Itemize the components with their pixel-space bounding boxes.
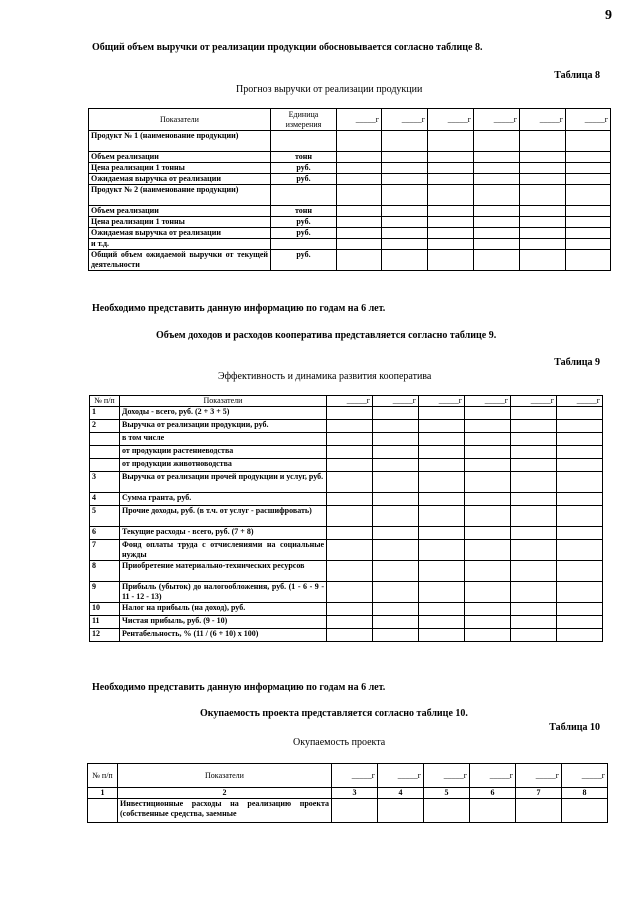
table8-head-year: _____г <box>520 109 566 131</box>
table10-cell <box>562 799 608 823</box>
table8-cell <box>474 228 520 239</box>
table9-cell <box>465 582 511 603</box>
table9-cell <box>373 433 419 446</box>
table10-cell <box>470 799 516 823</box>
table8-cell <box>382 217 428 228</box>
table9-cell <box>373 561 419 582</box>
table8-cell <box>474 152 520 163</box>
table8-row <box>89 131 611 152</box>
table8-row-unit <box>271 131 337 152</box>
table10 <box>87 763 608 823</box>
table8-cell <box>520 217 566 228</box>
table8-row <box>89 174 611 185</box>
table9-cell <box>373 616 419 629</box>
table9-cell <box>465 616 511 629</box>
table8-head-unit: Единица измерения <box>271 109 337 131</box>
table9-cell <box>373 540 419 561</box>
table8-cell <box>337 163 382 174</box>
table9-row-name: Выручка от реализации продукции, руб. <box>120 420 327 433</box>
table9-row-name: Рентабельность, % (11 / (6 + 10) x 100) <box>120 629 327 642</box>
table9-row-name: Сумма гранта, руб. <box>120 493 327 506</box>
table8-row-name: и т.д. <box>89 239 271 250</box>
table8-cell <box>474 163 520 174</box>
table9-cell <box>373 603 419 616</box>
paragraph-table8-intro: Общий объем выручки от реализации продукции обосновывается согласно таблице 8. <box>92 42 483 53</box>
table8-cell <box>520 131 566 152</box>
table9-cell <box>419 420 465 433</box>
table9-cell <box>557 527 603 540</box>
table9-row-num: 2 <box>90 420 120 433</box>
table9-cell <box>511 527 557 540</box>
table9-cell <box>419 506 465 527</box>
table8-row-name: Объем реализации <box>89 206 271 217</box>
table9-row-num: 6 <box>90 527 120 540</box>
table9-cell <box>465 433 511 446</box>
paragraph-6years-1: Необходимо представить данную информацию по годам на 6 лет. <box>92 303 386 314</box>
table8-cell <box>474 239 520 250</box>
table8-row-unit: руб. <box>271 228 337 239</box>
table9-row <box>90 540 603 561</box>
table9-row <box>90 603 603 616</box>
table9-cell <box>419 446 465 459</box>
table10-row <box>88 799 608 823</box>
table9-cell <box>327 527 373 540</box>
table9-head-year: _____г <box>419 396 465 407</box>
table9-row-num: 9 <box>90 582 120 603</box>
table9-row <box>90 446 603 459</box>
table10-row-name: Инвестиционные расходы на реализацию проекта (собственные средства, заемные <box>118 799 332 823</box>
table8-cell <box>474 131 520 152</box>
table9-row <box>90 561 603 582</box>
table9-cell <box>557 582 603 603</box>
table8-cell <box>428 152 474 163</box>
table9-cell <box>419 433 465 446</box>
table9-row <box>90 616 603 629</box>
table10-head-year: _____г <box>562 764 608 788</box>
table9-cell <box>327 446 373 459</box>
table9-row <box>90 527 603 540</box>
table9-cell <box>511 629 557 642</box>
table8-cell <box>566 250 611 271</box>
table8-cell <box>474 250 520 271</box>
table9-cell <box>511 459 557 472</box>
table9-cell <box>511 472 557 493</box>
table9-cell <box>373 629 419 642</box>
table9-title: Эффективность и динамика развития кооператива <box>218 371 432 382</box>
table8-cell <box>520 152 566 163</box>
table9-cell <box>557 459 603 472</box>
table10-colnum: 2 <box>118 788 332 799</box>
table9-cell <box>557 493 603 506</box>
table9-cell <box>373 493 419 506</box>
table8-cell <box>520 163 566 174</box>
table9-cell <box>511 603 557 616</box>
table8-cell <box>428 131 474 152</box>
table9-cell <box>327 506 373 527</box>
table9-cell <box>419 561 465 582</box>
table8-cell <box>566 217 611 228</box>
table9-head-indicator: Показатели <box>120 396 327 407</box>
table8-row <box>89 250 611 271</box>
table8-row <box>89 206 611 217</box>
table9-row-name: Прибыль (убыток) до налогообложения, руб. (1 - 6 - 9 - 11 - 12 - 13) <box>120 582 327 603</box>
table8-cell <box>337 228 382 239</box>
table8-row-name: Цена реализации 1 тонны <box>89 163 271 174</box>
table9-row-num: 3 <box>90 472 120 493</box>
table8-row <box>89 217 611 228</box>
table8-row-unit: руб. <box>271 250 337 271</box>
table9-cell <box>419 540 465 561</box>
table10-head-year: _____г <box>516 764 562 788</box>
table9-cell <box>557 616 603 629</box>
table9-cell <box>419 582 465 603</box>
table9-label: Таблица 9 <box>554 357 600 368</box>
table8-cell <box>428 250 474 271</box>
table9-row-name: от продукции животноводства <box>120 459 327 472</box>
table9-row-name: Выручка от реализации прочей продукции и услуг, руб. <box>120 472 327 493</box>
table9-cell <box>511 493 557 506</box>
table9-cell <box>327 582 373 603</box>
table10-cell <box>424 799 470 823</box>
table9-cell <box>511 420 557 433</box>
table10-head-year: _____г <box>378 764 424 788</box>
table8-row <box>89 185 611 206</box>
table9-cell <box>327 629 373 642</box>
table9-row-num: 4 <box>90 493 120 506</box>
table8-label: Таблица 8 <box>554 70 600 81</box>
table10-head-num: № п/п <box>88 764 118 788</box>
table9-cell <box>465 446 511 459</box>
table8-row <box>89 152 611 163</box>
table9-cell <box>327 603 373 616</box>
table8-cell <box>520 206 566 217</box>
table9-cell <box>327 459 373 472</box>
table8-row-unit: тонн <box>271 152 337 163</box>
table9-row-num: 8 <box>90 561 120 582</box>
table10-head-indicator: Показатели <box>118 764 332 788</box>
table8-cell <box>566 131 611 152</box>
table8-row <box>89 239 611 250</box>
table9-row <box>90 459 603 472</box>
table8-row-unit: руб. <box>271 217 337 228</box>
table9-cell <box>511 616 557 629</box>
table9-row-name: Налог на прибыль (на доход), руб. <box>120 603 327 616</box>
table8-head-indicator: Показатели <box>89 109 271 131</box>
table9-cell <box>327 420 373 433</box>
table9-cell <box>511 561 557 582</box>
table9-cell <box>419 472 465 493</box>
table9-cell <box>557 407 603 420</box>
table8-cell <box>566 163 611 174</box>
table9-cell <box>511 506 557 527</box>
table9-cell <box>511 433 557 446</box>
table10-colnum: 8 <box>562 788 608 799</box>
table9-head-year: _____г <box>511 396 557 407</box>
table8-cell <box>520 174 566 185</box>
table9-row <box>90 420 603 433</box>
table8-cell <box>337 250 382 271</box>
table9-row-num: 1 <box>90 407 120 420</box>
table9-row-num: 11 <box>90 616 120 629</box>
table9-cell <box>327 407 373 420</box>
paragraph-6years-2: Необходимо представить данную информацию по годам на 6 лет. <box>92 682 386 693</box>
table9-row <box>90 407 603 420</box>
table9-cell <box>557 433 603 446</box>
table8-head-year: _____г <box>382 109 428 131</box>
table8-cell <box>428 174 474 185</box>
table8-row-name: Ожидаемая выручка от реализации <box>89 174 271 185</box>
table9-row-num <box>90 459 120 472</box>
table8-cell <box>566 206 611 217</box>
table9-row-num: 12 <box>90 629 120 642</box>
table8-row-name: Общий объем ожидаемой выручки от текущей деятельности <box>89 250 271 271</box>
table8-row-name: Цена реализации 1 тонны <box>89 217 271 228</box>
table8-cell <box>382 131 428 152</box>
table9-cell <box>465 561 511 582</box>
table9-cell <box>419 407 465 420</box>
table8-cell <box>428 217 474 228</box>
table9-row-name: Текущие расходы - всего, руб. (7 + 8) <box>120 527 327 540</box>
table9-cell <box>557 472 603 493</box>
table9-header-row <box>90 396 603 407</box>
table9-row <box>90 433 603 446</box>
table8-row-unit: руб. <box>271 163 337 174</box>
table9-cell <box>373 446 419 459</box>
table10-colnum: 4 <box>378 788 424 799</box>
table9-cell <box>327 433 373 446</box>
table9-cell <box>419 527 465 540</box>
table9-cell <box>465 420 511 433</box>
table10-head-year: _____г <box>424 764 470 788</box>
table9-row-name: Чистая прибыль, руб. (9 - 10) <box>120 616 327 629</box>
table8-cell <box>337 131 382 152</box>
table10-head-year: _____г <box>332 764 378 788</box>
table10-cell <box>516 799 562 823</box>
table10-header-row <box>88 764 608 788</box>
table9-cell <box>419 629 465 642</box>
table8-cell <box>337 185 382 206</box>
table8-cell <box>520 239 566 250</box>
table9-row <box>90 506 603 527</box>
table9-head-num: № п/п <box>90 396 120 407</box>
table8-row-unit <box>271 185 337 206</box>
table8-cell <box>474 206 520 217</box>
table8-cell <box>520 228 566 239</box>
table8-row-unit <box>271 239 337 250</box>
table9-row-name: Доходы - всего, руб. (2 + 3 + 5) <box>120 407 327 420</box>
table8-cell <box>382 185 428 206</box>
table9-cell <box>419 459 465 472</box>
table8-cell <box>382 163 428 174</box>
table9-row-name: Фонд оплаты труда с отчислениями на социальные нужды <box>120 540 327 561</box>
table10-head-year: _____г <box>470 764 516 788</box>
table9-cell <box>511 407 557 420</box>
table9-cell <box>327 493 373 506</box>
table8 <box>88 108 611 271</box>
table8-header-row <box>89 109 611 131</box>
table8-row-unit: руб. <box>271 174 337 185</box>
table9-row <box>90 582 603 603</box>
table9-row <box>90 472 603 493</box>
table8-cell <box>566 185 611 206</box>
table8-cell <box>337 152 382 163</box>
table9-row-name: Приобретение материально-технических ресурсов <box>120 561 327 582</box>
table9-cell <box>373 527 419 540</box>
table9-cell <box>557 603 603 616</box>
table9-row-name: от продукции растениеводства <box>120 446 327 459</box>
table8-row-name: Продукт № 2 (наименование продукции) <box>89 185 271 206</box>
table9-row-num: 5 <box>90 506 120 527</box>
table10-colnum: 5 <box>424 788 470 799</box>
table8-cell <box>382 174 428 185</box>
table10-colnum: 6 <box>470 788 516 799</box>
table8-cell <box>337 174 382 185</box>
table8-head-year: _____г <box>566 109 611 131</box>
table10-cell <box>378 799 424 823</box>
table9-cell <box>465 407 511 420</box>
table9-row-num: 10 <box>90 603 120 616</box>
table9-cell <box>373 407 419 420</box>
table9 <box>89 395 603 642</box>
table8-cell <box>520 250 566 271</box>
table8-cell <box>474 185 520 206</box>
page-number: 9 <box>605 8 612 23</box>
table8-cell <box>337 239 382 250</box>
table9-row-num <box>90 433 120 446</box>
table8-cell <box>566 228 611 239</box>
table9-cell <box>465 527 511 540</box>
table9-cell <box>465 540 511 561</box>
table8-row-unit: тонн <box>271 206 337 217</box>
table9-row-name: в том числе <box>120 433 327 446</box>
table9-cell <box>557 561 603 582</box>
table9-cell <box>419 603 465 616</box>
table8-row-name: Продукт № 1 (наименование продукции) <box>89 131 271 152</box>
table9-cell <box>373 459 419 472</box>
table8-row <box>89 228 611 239</box>
table9-cell <box>465 506 511 527</box>
table9-cell <box>327 540 373 561</box>
table8-cell <box>337 206 382 217</box>
table9-cell <box>465 603 511 616</box>
table9-cell <box>465 629 511 642</box>
table9-row-num: 7 <box>90 540 120 561</box>
table8-cell <box>382 152 428 163</box>
paragraph-table9-intro: Объем доходов и расходов кооператива представляется согласно таблице 9. <box>156 330 497 341</box>
table9-cell <box>373 506 419 527</box>
table9-row-name: Прочие доходы, руб. (в т.ч. от услуг - расшифровать) <box>120 506 327 527</box>
table9-cell <box>557 629 603 642</box>
table9-cell <box>327 616 373 629</box>
table9-cell <box>419 616 465 629</box>
table9-cell <box>557 540 603 561</box>
table8-cell <box>566 239 611 250</box>
table8-cell <box>474 217 520 228</box>
table8-cell <box>382 250 428 271</box>
table10-title: Окупаемость проекта <box>293 737 386 748</box>
table9-row-num <box>90 446 120 459</box>
table9-cell <box>465 459 511 472</box>
table8-cell <box>382 206 428 217</box>
table9-cell <box>327 561 373 582</box>
table8-cell <box>382 239 428 250</box>
table8-cell <box>566 174 611 185</box>
table9-cell <box>327 472 373 493</box>
table8-cell <box>474 174 520 185</box>
table9-cell <box>557 420 603 433</box>
table8-row-name: Ожидаемая выручка от реализации <box>89 228 271 239</box>
table8-cell <box>428 228 474 239</box>
paragraph-table10-intro: Окупаемость проекта представляется согласно таблице 10. <box>200 708 468 719</box>
table10-row-num <box>88 799 118 823</box>
table8-cell <box>382 228 428 239</box>
table8-cell <box>428 239 474 250</box>
table9-cell <box>373 472 419 493</box>
table10-colnum: 7 <box>516 788 562 799</box>
table9-head-year: _____г <box>327 396 373 407</box>
table9-head-year: _____г <box>465 396 511 407</box>
table8-cell <box>428 185 474 206</box>
table8-row <box>89 163 611 174</box>
table9-cell <box>373 582 419 603</box>
table8-cell <box>428 206 474 217</box>
table8-title: Прогноз выручки от реализации продукции <box>236 84 423 95</box>
table8-cell <box>520 185 566 206</box>
table10-colnum: 1 <box>88 788 118 799</box>
table10-label: Таблица 10 <box>549 722 600 733</box>
table9-head-year: _____г <box>373 396 419 407</box>
table9-row <box>90 629 603 642</box>
table8-head-year: _____г <box>474 109 520 131</box>
table8-row-name: Объем реализации <box>89 152 271 163</box>
table9-cell <box>511 540 557 561</box>
table9-cell <box>465 472 511 493</box>
table9-cell <box>557 446 603 459</box>
table9-cell <box>419 493 465 506</box>
table10-colnum-row <box>88 788 608 799</box>
table10-cell <box>332 799 378 823</box>
table8-head-year: _____г <box>428 109 474 131</box>
table9-row <box>90 493 603 506</box>
table8-cell <box>337 217 382 228</box>
table9-cell <box>557 506 603 527</box>
table9-cell <box>511 582 557 603</box>
table8-head-year: _____г <box>337 109 382 131</box>
table9-cell <box>465 493 511 506</box>
table9-cell <box>373 420 419 433</box>
table8-cell <box>566 152 611 163</box>
table9-head-year: _____г <box>557 396 603 407</box>
table8-cell <box>428 163 474 174</box>
table10-colnum: 3 <box>332 788 378 799</box>
table9-cell <box>511 446 557 459</box>
